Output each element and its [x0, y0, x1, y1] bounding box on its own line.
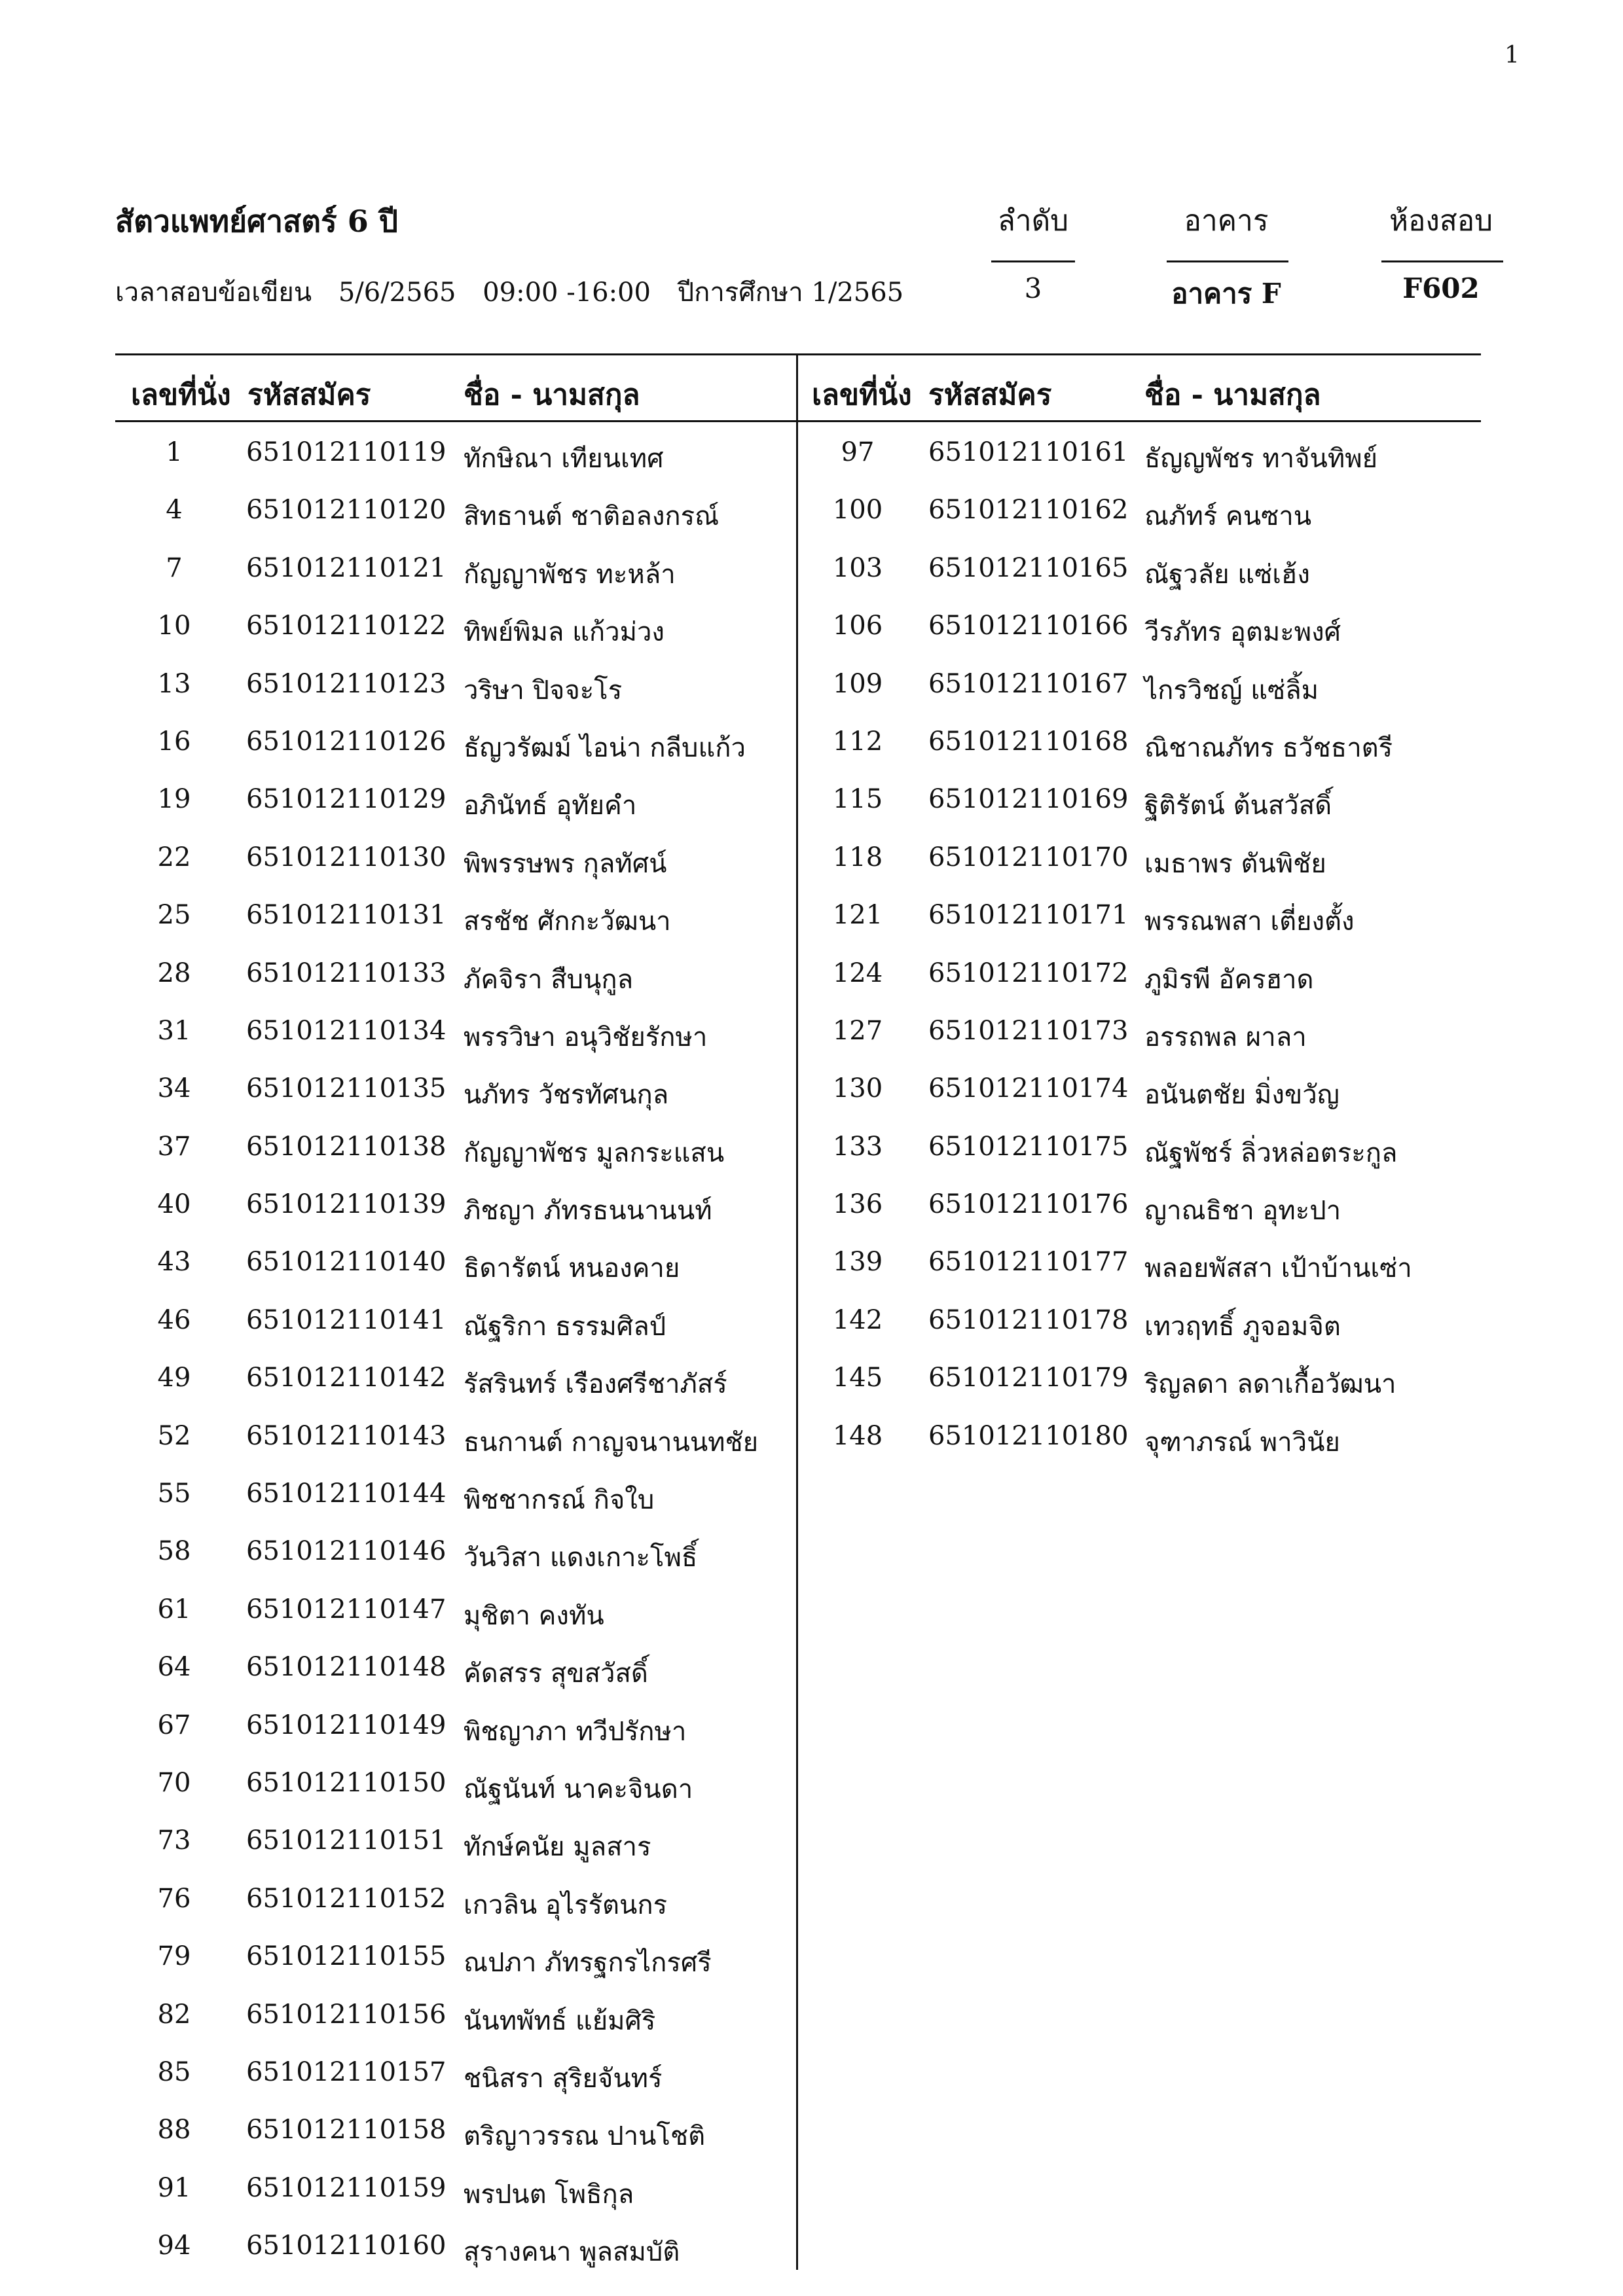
- seat-number: 31: [157, 1015, 191, 1046]
- student-name: ณิชาณภัทร ธวัชธาตรี: [1144, 732, 1393, 763]
- applicant-code: 651012110143: [246, 1420, 447, 1451]
- applicant-code: 651012110176: [928, 1189, 1129, 1220]
- table-row: [115, 1523, 793, 1581]
- table-row: [115, 887, 793, 944]
- applicant-code: 651012110134: [246, 1015, 447, 1046]
- seat-number: 82: [157, 1999, 191, 2030]
- applicant-code: 651012110160: [246, 2231, 447, 2261]
- student-name: ทักษ์คนัย มูลสาร: [464, 1832, 651, 1863]
- seat-number: 145: [832, 1363, 883, 1393]
- applicant-code: 651012110148: [246, 1652, 447, 1683]
- student-name: จุฑาภรณ์ พาวินัย: [1144, 1427, 1340, 1458]
- table-row: [115, 1986, 793, 2044]
- table-row: [799, 540, 1480, 598]
- applicant-code: 651012110178: [928, 1304, 1129, 1335]
- exam-label: เวลาสอบข้อเขียน: [115, 278, 312, 308]
- student-name: กัญญาพัชร ทะหล้า: [464, 559, 676, 590]
- table-row: [115, 1350, 793, 1407]
- table-row: [115, 1755, 793, 1812]
- table-row: [799, 945, 1480, 1003]
- student-name: ไกรวิชญ์ แซ่ลิ้ม: [1144, 675, 1319, 706]
- seat-number: 106: [832, 611, 883, 641]
- applicant-code: 651012110147: [246, 1594, 447, 1624]
- applicant-code: 651012110166: [928, 611, 1129, 641]
- building-value: อาคาร F: [1171, 278, 1281, 310]
- applicant-code: 651012110159: [246, 2172, 447, 2203]
- seat-number: 19: [157, 784, 191, 815]
- student-name: ณัฐนันท์ นาคะจินดา: [464, 1774, 693, 1804]
- table-row: [115, 1639, 793, 1696]
- seat-number: 40: [157, 1189, 191, 1220]
- applicant-code: 651012110135: [246, 1073, 447, 1104]
- program-title: สัตวแพทย์ศาสตร์ 6 ปี: [115, 204, 398, 239]
- student-name: ชนิสรา สุริยจันทร์: [464, 2063, 663, 2094]
- applicant-code: 651012110129: [246, 784, 447, 815]
- table-row: [115, 1292, 793, 1350]
- applicant-code: 651012110173: [928, 1015, 1129, 1046]
- building-underline: [1167, 260, 1288, 262]
- applicant-code: 651012110168: [928, 726, 1129, 757]
- table-row: [799, 771, 1480, 829]
- applicant-code: 651012110167: [928, 668, 1129, 699]
- applicant-code: 651012110138: [246, 1131, 447, 1162]
- table-row: [799, 1408, 1480, 1465]
- table-row: [115, 1119, 793, 1176]
- student-name: สรชัช ศักกะวัฒนา: [464, 906, 671, 937]
- seat-number: 85: [157, 2056, 191, 2087]
- applicant-code: 651012110139: [246, 1189, 447, 1220]
- applicant-code: 651012110133: [246, 958, 447, 988]
- applicant-code: 651012110177: [928, 1247, 1129, 1278]
- applicant-code: 651012110123: [246, 668, 447, 699]
- applicant-code: 651012110150: [246, 1767, 447, 1798]
- student-name: เมธาพร ตันพิชัย: [1144, 848, 1326, 879]
- applicant-code: 651012110152: [246, 1883, 447, 1914]
- applicant-code: 651012110122: [246, 611, 447, 641]
- table-top-rule: [115, 353, 1481, 355]
- table-row: [799, 887, 1480, 944]
- applicant-code: 651012110171: [928, 900, 1129, 931]
- right-student-list: [799, 424, 1480, 1465]
- room-value: F602: [1402, 272, 1480, 304]
- student-name: ณัฐพัชร์ ลิ่วหล่อตระกูล: [1144, 1138, 1398, 1168]
- order-value: 3: [1024, 272, 1042, 304]
- seat-number: 148: [832, 1420, 883, 1451]
- table-row: [115, 1176, 793, 1234]
- table-row: [115, 482, 793, 539]
- table-row: [115, 424, 793, 482]
- seat-number: 112: [832, 726, 883, 757]
- table-row: [799, 1350, 1480, 1407]
- table-row: [799, 1003, 1480, 1060]
- student-name: อภินัทธ์ อุทัยคำ: [464, 791, 637, 821]
- student-name: สุรางคนา พูลสมบัติ: [464, 2237, 680, 2268]
- table-row: [115, 1697, 793, 1755]
- table-divider: [796, 353, 798, 2270]
- applicant-code: 651012110121: [246, 552, 447, 583]
- column-header-name-left: ชื่อ - นามสกุล: [464, 378, 640, 412]
- building-header: อาคาร: [1184, 204, 1269, 238]
- seat-number: 97: [841, 437, 875, 467]
- table-row: [799, 1234, 1480, 1291]
- exam-info: [115, 271, 922, 313]
- table-row: [115, 1581, 793, 1639]
- applicant-code: 651012110156: [246, 1999, 447, 2030]
- applicant-code: 651012110149: [246, 1710, 447, 1740]
- student-name: ภูมิรพี อัครฮาด: [1144, 964, 1314, 995]
- table-row: [115, 540, 793, 598]
- student-name: ธัญวรัฒม์ ไอน่า กลีบแก้ว: [464, 732, 746, 763]
- table-row: [115, 1060, 793, 1118]
- seat-number: 4: [166, 495, 183, 526]
- student-name: ณภัทร์ คนซาน: [1144, 501, 1312, 532]
- seat-number: 133: [832, 1131, 883, 1162]
- applicant-code: 651012110140: [246, 1247, 447, 1278]
- column-header-seat-left: เลขที่นั่ง: [131, 378, 231, 412]
- student-name: วันวิสา แดงเกาะโพธิ์: [464, 1543, 698, 1573]
- applicant-code: 651012110162: [928, 495, 1129, 526]
- applicant-code: 651012110146: [246, 1536, 447, 1567]
- student-name: พลอยพัสสา เป้าบ้านเซ่า: [1144, 1253, 1412, 1284]
- table-row: [115, 1928, 793, 1986]
- table-row: [115, 829, 793, 887]
- student-name: ตริญาวรรณ ปานโชติ: [464, 2121, 706, 2152]
- room-header: ห้องสอบ: [1389, 204, 1493, 238]
- student-name: กัญญาพัชร มูลกระแสน: [464, 1138, 725, 1168]
- seat-number: 52: [157, 1420, 191, 1451]
- table-row: [799, 1119, 1480, 1176]
- table-row: [115, 1812, 793, 1870]
- seat-number: 28: [157, 958, 191, 988]
- seat-number: 46: [157, 1304, 191, 1335]
- table-row: [115, 2217, 793, 2275]
- student-name: พรรวิษา อนุวิชัยรักษา: [464, 1022, 708, 1052]
- applicant-code: 651012110165: [928, 552, 1129, 583]
- table-row: [799, 1292, 1480, 1350]
- table-row: [799, 482, 1480, 539]
- student-name: พิชญาภา ทวีปรักษา: [464, 1716, 687, 1747]
- seat-number: 118: [832, 842, 883, 872]
- student-name: สิทธานต์ ชาติอลงกรณ์: [464, 501, 720, 532]
- applicant-code: 651012110131: [246, 900, 447, 931]
- column-header-code-left: รหัสสมัคร: [247, 378, 371, 412]
- student-name: เกวลิน อุไรรัตนกร: [464, 1890, 668, 1920]
- seat-number: 124: [832, 958, 883, 988]
- table-row: [115, 2102, 793, 2159]
- seat-number: 127: [832, 1015, 883, 1046]
- seat-number: 22: [157, 842, 191, 872]
- seat-number: 67: [157, 1710, 191, 1740]
- applicant-code: 651012110142: [246, 1363, 447, 1393]
- applicant-code: 651012110179: [928, 1363, 1129, 1393]
- applicant-code: 651012110130: [246, 842, 447, 872]
- student-name: เทวฤทธิ์ ภูจอมจิต: [1144, 1311, 1341, 1342]
- left-student-list: [115, 424, 793, 2276]
- applicant-code: 651012110151: [246, 1825, 447, 1856]
- table-row: [799, 829, 1480, 887]
- seat-number: 1: [166, 437, 183, 467]
- seat-number: 121: [832, 900, 883, 931]
- room-underline: [1381, 260, 1503, 262]
- applicant-code: 651012110174: [928, 1073, 1129, 1104]
- seat-number: 70: [157, 1767, 191, 1798]
- table-row: [115, 656, 793, 713]
- table-row: [115, 2044, 793, 2102]
- seat-number: 58: [157, 1536, 191, 1567]
- applicant-code: 651012110175: [928, 1131, 1129, 1162]
- table-row: [115, 2160, 793, 2217]
- applicant-code: 651012110120: [246, 495, 447, 526]
- student-name: ทักษิณา เทียนเทศ: [464, 444, 664, 474]
- student-name: ฐิติรัตน์ ต้นสวัสดิ์: [1144, 791, 1332, 821]
- seat-number: 130: [832, 1073, 883, 1104]
- table-row: [799, 598, 1480, 655]
- applicant-code: 651012110157: [246, 2056, 447, 2087]
- page-number: 1: [1504, 42, 1520, 69]
- seat-number: 61: [157, 1594, 191, 1624]
- applicant-code: 651012110119: [246, 437, 447, 467]
- student-name: พรปนต โพธิกุล: [464, 2179, 634, 2210]
- applicant-code: 651012110144: [246, 1479, 447, 1509]
- seat-number: 10: [157, 611, 191, 641]
- table-row: [115, 1408, 793, 1465]
- seat-number: 136: [832, 1189, 883, 1220]
- table-row: [115, 598, 793, 655]
- applicant-code: 651012110172: [928, 958, 1129, 988]
- student-name: ญาณธิชา อุทะปา: [1144, 1196, 1341, 1227]
- student-name: ธิดารัตน์ หนองคาย: [464, 1253, 680, 1284]
- student-name: อนันตชัย มิ่งขวัญ: [1144, 1080, 1340, 1111]
- table-row: [115, 1465, 793, 1523]
- student-name: วีรภัทร อุตมะพงศ์: [1144, 617, 1341, 648]
- seat-number: 91: [157, 2172, 191, 2203]
- table-header-rule: [115, 420, 1481, 422]
- student-name: พิพรรษพร กุลทัศน์: [464, 848, 667, 879]
- student-name: ณปภา ภัทรฐกรไกรศรี: [464, 1948, 712, 1979]
- seat-number: 76: [157, 1883, 191, 1914]
- column-header-name-right: ชื่อ - นามสกุล: [1144, 378, 1321, 412]
- student-name: พรรณพสา เตี่ยงตั้ง: [1144, 906, 1355, 937]
- seat-number: 94: [157, 2231, 191, 2261]
- seat-number: 73: [157, 1825, 191, 1856]
- seat-number: 88: [157, 2115, 191, 2145]
- table-row: [115, 1003, 793, 1060]
- seat-number: 37: [157, 1131, 191, 1162]
- exam-date: 5/6/2565: [338, 278, 456, 308]
- student-name: ภิชญา ภัทรธนนานนท์: [464, 1196, 712, 1227]
- student-name: วริษา ปิจจะโร: [464, 675, 623, 706]
- student-name: คัดสรร สุขสวัสดิ์: [464, 1659, 648, 1689]
- seat-number: 103: [832, 552, 883, 583]
- order-underline: [991, 260, 1075, 262]
- student-name: นภัทร วัชรทัศนกุล: [464, 1080, 669, 1111]
- table-row: [115, 1871, 793, 1928]
- column-header-seat-right: เลขที่นั่ง: [812, 378, 912, 412]
- seat-number: 109: [832, 668, 883, 699]
- table-row: [115, 1234, 793, 1291]
- academic-year: ปีการศึกษา 1/2565: [677, 278, 904, 308]
- student-name: พิชชากรณ์ กิจใบ: [464, 1485, 655, 1516]
- student-name: ธัญญพัชร ทาจันทิพย์: [1144, 444, 1378, 474]
- student-name: ริญลดา ลดาเกื้อวัฒนา: [1144, 1369, 1396, 1400]
- seat-number: 49: [157, 1363, 191, 1393]
- student-name: ณัฐริกา ธรรมศิลป์: [464, 1311, 666, 1342]
- seat-number: 115: [832, 784, 883, 815]
- applicant-code: 651012110155: [246, 1941, 447, 1972]
- exam-time: 09:00 -16:00: [483, 278, 651, 308]
- table-row: [799, 713, 1480, 771]
- seat-number: 55: [157, 1479, 191, 1509]
- seat-number: 13: [157, 668, 191, 699]
- applicant-code: 651012110169: [928, 784, 1129, 815]
- table-row: [799, 1176, 1480, 1234]
- seat-number: 79: [157, 1941, 191, 1972]
- seat-number: 43: [157, 1247, 191, 1278]
- applicant-code: 651012110141: [246, 1304, 447, 1335]
- student-name: ทิพย์พิมล แก้วม่วง: [464, 617, 665, 648]
- column-header-code-right: รหัสสมัคร: [928, 378, 1052, 412]
- student-name: รัสรินทร์ เรืองศรีชาภัสร์: [464, 1369, 727, 1400]
- student-name: ธนกานต์ กาญจนานนทชัย: [464, 1427, 759, 1458]
- student-name: อรรถพล ผาลา: [1144, 1022, 1307, 1052]
- applicant-code: 651012110158: [246, 2115, 447, 2145]
- table-row: [115, 945, 793, 1003]
- table-row: [115, 771, 793, 829]
- seat-number: 7: [166, 552, 183, 583]
- table-row: [799, 424, 1480, 482]
- seat-number: 16: [157, 726, 191, 757]
- table-row: [799, 1060, 1480, 1118]
- table-row: [799, 656, 1480, 713]
- table-row: [115, 713, 793, 771]
- student-name: ณัฐวลัย แซ่เฮ้ง: [1144, 559, 1310, 590]
- applicant-code: 651012110170: [928, 842, 1129, 872]
- seat-number: 34: [157, 1073, 191, 1104]
- order-header: ลำดับ: [997, 204, 1069, 238]
- seat-number: 64: [157, 1652, 191, 1683]
- seat-number: 25: [157, 900, 191, 931]
- student-name: นันทพัทธ์ แย้มศิริ: [464, 2005, 656, 2036]
- seat-number: 139: [832, 1247, 883, 1278]
- seat-number: 142: [832, 1304, 883, 1335]
- applicant-code: 651012110180: [928, 1420, 1129, 1451]
- applicant-code: 651012110161: [928, 437, 1129, 467]
- student-name: มุชิตา คงทัน: [464, 1600, 604, 1631]
- applicant-code: 651012110126: [246, 726, 447, 757]
- seat-number: 100: [832, 495, 883, 526]
- student-name: ภัคจิรา สืบนุกูล: [464, 964, 634, 995]
